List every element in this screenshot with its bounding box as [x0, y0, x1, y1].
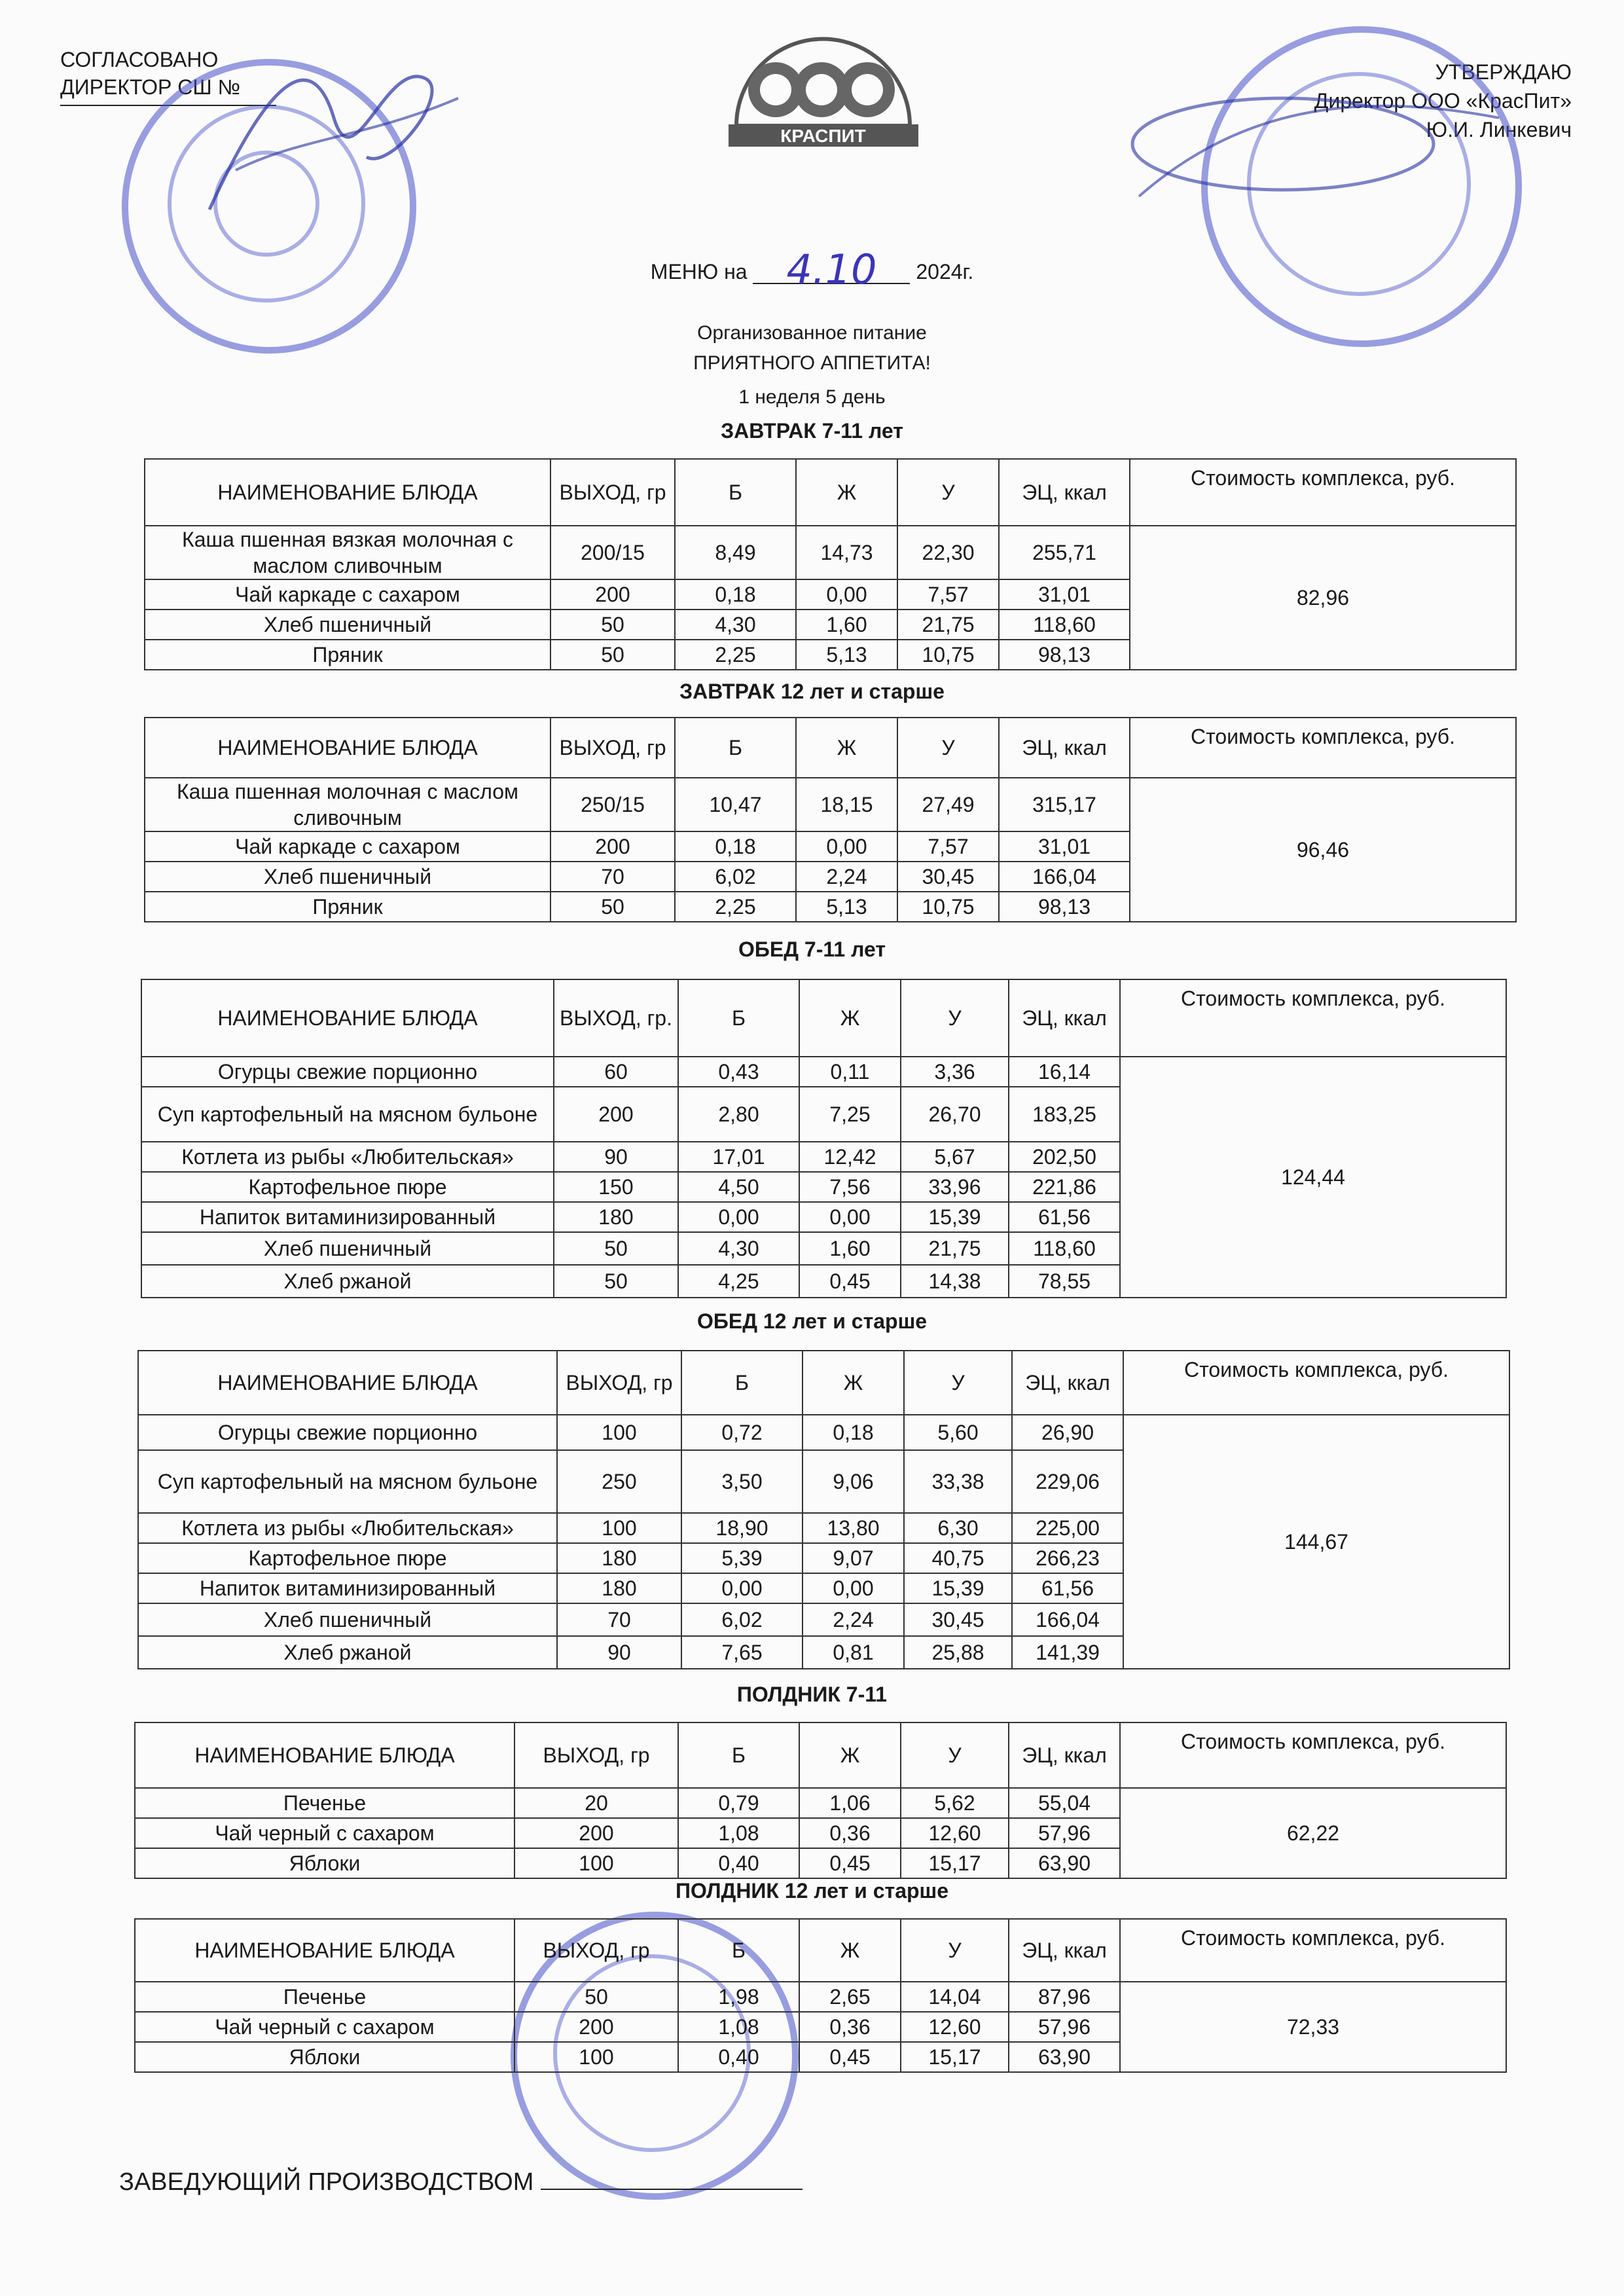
subtitle-line-1: Организованное питание [697, 322, 927, 344]
value-cell: 180 [557, 1543, 681, 1573]
value-cell: 183,25 [1009, 1087, 1120, 1142]
table-header-row [138, 1351, 1509, 1415]
value-cell: 180 [557, 1573, 681, 1603]
complex-cost-cell: 124,44 [1120, 1057, 1506, 1298]
section-title: ЗАВТРАК 7-11 лет [721, 419, 903, 443]
value-cell: 0,18 [675, 831, 796, 862]
dish-name-cell: Яблоки [135, 2042, 514, 2072]
complex-cost-cell: 96,46 [1130, 778, 1516, 922]
dish-name-cell: Огурцы свежие порционно [141, 1057, 554, 1087]
value-cell: 50 [550, 640, 675, 670]
column-header: У [901, 979, 1009, 1057]
value-cell: 4,30 [675, 610, 796, 640]
value-cell: 30,45 [897, 862, 999, 892]
value-cell: 2,24 [803, 1603, 904, 1636]
dish-name-cell: Суп картофельный на мясном бульоне [141, 1087, 554, 1142]
menu-table [134, 1722, 1507, 1879]
value-cell: 61,56 [1012, 1573, 1123, 1603]
table-header-row [135, 1722, 1506, 1788]
value-cell: 5,62 [901, 1788, 1009, 1818]
value-cell: 200 [554, 1087, 678, 1142]
value-cell: 100 [557, 1513, 681, 1543]
table-row [138, 1415, 1509, 1450]
column-header: У [897, 459, 999, 526]
value-cell: 4,30 [678, 1232, 799, 1265]
section-title: ОБЕД 12 лет и старше [696, 1309, 928, 1333]
dish-name-cell: Пряник [145, 640, 550, 670]
value-cell: 1,08 [678, 2012, 799, 2042]
dish-name-cell: Каша пшенная молочная с маслом сливочным [145, 778, 550, 831]
value-cell: 2,24 [796, 862, 897, 892]
value-cell: 17,01 [678, 1142, 799, 1172]
agreed-label: СОГЛАСОВАНО [60, 48, 219, 71]
value-cell: 8,49 [675, 526, 796, 579]
menu-table [134, 1918, 1507, 2073]
value-cell: 100 [557, 1415, 681, 1450]
value-cell: 7,25 [799, 1087, 901, 1142]
value-cell: 21,75 [897, 610, 999, 640]
kraspit-logo [723, 27, 923, 149]
value-cell: 0,45 [799, 1848, 901, 1878]
value-cell: 6,02 [681, 1603, 803, 1636]
column-header: ВЫХОД, гр [550, 718, 675, 778]
value-cell: 27,49 [897, 778, 999, 831]
dish-name-cell: Котлета из рыбы «Любительская» [141, 1142, 554, 1172]
dish-name-cell: Каша пшенная вязкая молочная с маслом сливочным [145, 526, 550, 579]
value-cell: 31,01 [999, 579, 1130, 610]
value-cell: 0,40 [678, 1848, 799, 1878]
production-manager-label: ЗАВЕДУЮЩИЙ ПРОИЗВОДСТВОМ [119, 2168, 534, 2196]
column-header: Б [675, 459, 796, 526]
value-cell: 166,04 [999, 862, 1130, 892]
dish-name-cell: Котлета из рыбы «Любительская» [138, 1513, 557, 1543]
value-cell: 6,30 [904, 1513, 1012, 1543]
value-cell: 0,18 [675, 579, 796, 610]
value-cell: 4,25 [678, 1265, 799, 1298]
column-header: Б [681, 1351, 803, 1415]
value-cell: 12,60 [901, 2012, 1009, 2042]
dish-name-cell: Картофельное пюре [138, 1543, 557, 1573]
value-cell: 40,75 [904, 1543, 1012, 1573]
table-header-row [135, 1919, 1506, 1982]
value-cell: 90 [554, 1142, 678, 1172]
value-cell: 2,80 [678, 1087, 799, 1142]
value-cell: 10,47 [675, 778, 796, 831]
value-cell: 2,25 [675, 640, 796, 670]
value-cell: 7,57 [897, 579, 999, 610]
value-cell: 0,00 [678, 1202, 799, 1232]
value-cell: 15,39 [901, 1202, 1009, 1232]
value-cell: 70 [557, 1603, 681, 1636]
value-cell: 14,38 [901, 1265, 1009, 1298]
value-cell: 150 [554, 1172, 678, 1202]
value-cell: 16,14 [1009, 1057, 1120, 1087]
table-header-row [145, 459, 1516, 526]
value-cell: 200 [550, 579, 675, 610]
value-cell: 0,45 [799, 2042, 901, 2072]
value-cell: 166,04 [1012, 1603, 1123, 1636]
column-header: Б [678, 1722, 799, 1788]
value-cell: 202,50 [1009, 1142, 1120, 1172]
value-cell: 6,02 [675, 862, 796, 892]
value-cell: 33,38 [904, 1450, 1012, 1513]
director-label: Директор ООО «КрасПит» [1314, 89, 1572, 113]
column-header: НАИМЕНОВАНИЕ БЛЮДА [138, 1351, 557, 1415]
column-header: ВЫХОД, гр [550, 459, 675, 526]
column-header: У [901, 1919, 1009, 1982]
value-cell: 0,72 [681, 1415, 803, 1450]
menu-year: 2024г. [916, 260, 974, 283]
value-cell: 98,13 [999, 640, 1130, 670]
school-signature [196, 39, 471, 236]
value-cell: 12,42 [799, 1142, 901, 1172]
value-cell: 57,96 [1009, 2012, 1120, 2042]
value-cell: 221,86 [1009, 1172, 1120, 1202]
value-cell: 0,00 [796, 831, 897, 862]
value-cell: 0,00 [681, 1573, 803, 1603]
value-cell: 50 [554, 1232, 678, 1265]
value-cell: 30,45 [904, 1603, 1012, 1636]
value-cell: 0,43 [678, 1057, 799, 1087]
value-cell: 5,39 [681, 1543, 803, 1573]
value-cell: 1,98 [678, 1982, 799, 2012]
value-cell: 141,39 [1012, 1636, 1123, 1669]
director-signature [1113, 65, 1519, 236]
value-cell: 118,60 [999, 610, 1130, 640]
value-cell: 315,17 [999, 778, 1130, 831]
value-cell: 9,06 [803, 1450, 904, 1513]
column-header: ВЫХОД, гр [514, 1722, 678, 1788]
value-cell: 0,79 [678, 1788, 799, 1818]
column-header: Стоимость комплекса, руб. [1120, 1919, 1506, 1982]
value-cell: 200/15 [550, 526, 675, 579]
column-header: НАИМЕНОВАНИЕ БЛЮДА [145, 718, 550, 778]
dish-name-cell: Хлеб пшеничный [138, 1603, 557, 1636]
subtitle-line-2: ПРИЯТНОГО АППЕТИТА! [693, 352, 931, 374]
value-cell: 55,04 [1009, 1788, 1120, 1818]
value-cell: 98,13 [999, 892, 1130, 922]
value-cell: 100 [514, 2042, 678, 2072]
value-cell: 78,55 [1009, 1265, 1120, 1298]
value-cell: 10,75 [897, 892, 999, 922]
value-cell: 0,36 [799, 2012, 901, 2042]
dish-name-cell: Печенье [135, 1788, 514, 1818]
value-cell: 200 [514, 1818, 678, 1848]
value-cell: 266,23 [1012, 1543, 1123, 1573]
section-title: ЗАВТРАК 12 лет и старше [679, 680, 945, 703]
value-cell: 18,15 [796, 778, 897, 831]
section-title: ПОЛДНИК 12 лет и старше [675, 1879, 949, 1903]
table-row [141, 1057, 1506, 1087]
value-cell: 0,00 [803, 1573, 904, 1603]
logo-text: КРАСПИТ [780, 126, 866, 146]
column-header: ЭЦ, ккал [1009, 1919, 1120, 1982]
dish-name-cell: Хлеб ржаной [138, 1636, 557, 1669]
table-header-row [145, 718, 1516, 778]
column-header: У [901, 1722, 1009, 1788]
value-cell: 10,75 [897, 640, 999, 670]
column-header: У [897, 718, 999, 778]
complex-cost-cell: 144,67 [1123, 1415, 1509, 1669]
dish-name-cell: Напиток витаминизированный [141, 1202, 554, 1232]
value-cell: 50 [550, 610, 675, 640]
subtitle-line-3: 1 неделя 5 день [738, 386, 886, 408]
column-header: ЭЦ, ккал [1009, 979, 1120, 1057]
dish-name-cell: Картофельное пюре [141, 1172, 554, 1202]
table-row [145, 778, 1516, 831]
column-header: НАИМЕНОВАНИЕ БЛЮДА [135, 1919, 514, 1982]
value-cell: 33,96 [901, 1172, 1009, 1202]
value-cell: 1,08 [678, 1818, 799, 1848]
column-header: ЭЦ, ккал [1009, 1722, 1120, 1788]
column-header: Ж [796, 718, 897, 778]
value-cell: 0,81 [803, 1636, 904, 1669]
value-cell: 200 [514, 2012, 678, 2042]
value-cell: 50 [514, 1982, 678, 2012]
dish-name-cell: Хлеб ржаной [141, 1265, 554, 1298]
value-cell: 21,75 [901, 1232, 1009, 1265]
value-cell: 7,56 [799, 1172, 901, 1202]
column-header: Ж [799, 1722, 901, 1788]
menu-table [144, 458, 1517, 670]
signature-line [541, 2169, 803, 2190]
column-header: Стоимость комплекса, руб. [1120, 1722, 1506, 1788]
value-cell: 31,01 [999, 831, 1130, 862]
value-cell: 200 [550, 831, 675, 862]
table-row [145, 526, 1516, 579]
column-header: ЭЦ, ккал [1012, 1351, 1123, 1415]
value-cell: 100 [514, 1848, 678, 1878]
value-cell: 5,13 [796, 640, 897, 670]
value-cell: 0,18 [803, 1415, 904, 1450]
column-header: ЭЦ, ккал [999, 718, 1130, 778]
value-cell: 70 [550, 862, 675, 892]
column-header: НАИМЕНОВАНИЕ БЛЮДА [135, 1722, 514, 1788]
value-cell: 1,06 [799, 1788, 901, 1818]
menu-table [137, 1350, 1510, 1669]
value-cell: 26,90 [1012, 1415, 1123, 1450]
dish-name-cell: Чай черный с сахаром [135, 1818, 514, 1848]
value-cell: 61,56 [1009, 1202, 1120, 1232]
footer [119, 2168, 803, 2196]
menu-table [141, 979, 1507, 1298]
value-cell: 118,60 [1009, 1232, 1120, 1265]
complex-cost-cell: 62,22 [1120, 1788, 1506, 1878]
complex-cost-cell: 82,96 [1130, 526, 1516, 670]
dish-name-cell: Чай каркаде с сахаром [145, 831, 550, 862]
dish-name-cell: Пряник [145, 892, 550, 922]
column-header: Стоимость комплекса, руб. [1123, 1351, 1509, 1415]
dish-name-cell: Печенье [135, 1982, 514, 2012]
dish-name-cell: Хлеб пшеничный [145, 862, 550, 892]
column-header: Ж [796, 459, 897, 526]
dish-name-cell: Чай черный с сахаром [135, 2012, 514, 2042]
dish-name-cell: Напиток витаминизированный [138, 1573, 557, 1603]
column-header: Стоимость комплекса, руб. [1130, 459, 1516, 526]
value-cell: 50 [550, 892, 675, 922]
value-cell: 0,11 [799, 1057, 901, 1087]
value-cell: 15,17 [901, 2042, 1009, 2072]
dish-name-cell: Хлеб пшеничный [141, 1232, 554, 1265]
value-cell: 2,25 [675, 892, 796, 922]
value-cell: 250 [557, 1450, 681, 1513]
value-cell: 5,67 [901, 1142, 1009, 1172]
value-cell: 18,90 [681, 1513, 803, 1543]
column-header: Б [678, 979, 799, 1057]
value-cell: 9,07 [803, 1543, 904, 1573]
column-header: Б [678, 1919, 799, 1982]
value-cell: 20 [514, 1788, 678, 1818]
value-cell: 15,17 [901, 1848, 1009, 1878]
column-header: ВЫХОД, гр [557, 1351, 681, 1415]
column-header: Стоимость комплекса, руб. [1120, 979, 1506, 1057]
value-cell: 0,40 [678, 2042, 799, 2072]
menu-date: 4.10 [753, 257, 910, 284]
director-name: Ю.И. Линкевич [1426, 118, 1572, 141]
dish-name-cell: Огурцы свежие порционно [138, 1415, 557, 1450]
complex-cost-cell: 72,33 [1120, 1982, 1506, 2072]
director-school-label: ДИРЕКТОР СШ № [60, 75, 240, 99]
value-cell: 250/15 [550, 778, 675, 831]
value-cell: 50 [554, 1265, 678, 1298]
column-header: Ж [799, 1919, 901, 1982]
value-cell: 25,88 [904, 1636, 1012, 1669]
dish-name-cell: Чай каркаде с сахаром [145, 579, 550, 610]
value-cell: 5,60 [904, 1415, 1012, 1450]
value-cell: 57,96 [1009, 1818, 1120, 1848]
value-cell: 7,65 [681, 1636, 803, 1669]
value-cell: 63,90 [1009, 1848, 1120, 1878]
value-cell: 5,13 [796, 892, 897, 922]
value-cell: 0,00 [799, 1202, 901, 1232]
value-cell: 1,60 [799, 1232, 901, 1265]
value-cell: 13,80 [803, 1513, 904, 1543]
column-header: НАИМЕНОВАНИЕ БЛЮДА [141, 979, 554, 1057]
column-header: ЭЦ, ккал [999, 459, 1130, 526]
value-cell: 3,36 [901, 1057, 1009, 1087]
column-header: ВЫХОД, гр. [554, 979, 678, 1057]
table-row [135, 1982, 1506, 2012]
column-header: Стоимость комплекса, руб. [1130, 718, 1516, 778]
value-cell: 14,73 [796, 526, 897, 579]
value-cell: 229,06 [1012, 1450, 1123, 1513]
value-cell: 22,30 [897, 526, 999, 579]
value-cell: 3,50 [681, 1450, 803, 1513]
column-header: Б [675, 718, 796, 778]
dish-name-cell: Суп картофельный на мясном бульоне [138, 1450, 557, 1513]
section-title: ПОЛДНИК 7-11 [736, 1683, 888, 1706]
column-header: НАИМЕНОВАНИЕ БЛЮДА [145, 459, 550, 526]
value-cell: 180 [554, 1202, 678, 1232]
value-cell: 60 [554, 1057, 678, 1087]
table-header-row [141, 979, 1506, 1057]
value-cell: 0,00 [796, 579, 897, 610]
value-cell: 7,57 [897, 831, 999, 862]
value-cell: 0,45 [799, 1265, 901, 1298]
value-cell: 63,90 [1009, 2042, 1120, 2072]
column-header: У [904, 1351, 1012, 1415]
value-cell: 12,60 [901, 1818, 1009, 1848]
section-title: ОБЕД 7-11 лет [738, 938, 886, 961]
dish-name-cell: Яблоки [135, 1848, 514, 1878]
value-cell: 26,70 [901, 1087, 1009, 1142]
menu-table [144, 717, 1517, 922]
value-cell: 4,50 [678, 1172, 799, 1202]
value-cell: 255,71 [999, 526, 1130, 579]
value-cell: 2,65 [799, 1982, 901, 2012]
value-cell: 0,36 [799, 1818, 901, 1848]
value-cell: 1,60 [796, 610, 897, 640]
approve-label: УТВЕРЖДАЮ [1435, 60, 1572, 84]
value-cell: 87,96 [1009, 1982, 1120, 2012]
column-header: Ж [803, 1351, 904, 1415]
value-cell: 225,00 [1012, 1513, 1123, 1543]
value-cell: 15,39 [904, 1573, 1012, 1603]
dish-name-cell: Хлеб пшеничный [145, 610, 550, 640]
value-cell: 90 [557, 1636, 681, 1669]
column-header: ВЫХОД, гр [514, 1919, 678, 1982]
table-row [135, 1788, 1506, 1818]
menu-title [0, 246, 1624, 293]
value-cell: 14,04 [901, 1982, 1009, 2012]
column-header: Ж [799, 979, 901, 1057]
menu-prefix: МЕНЮ на [650, 260, 748, 283]
